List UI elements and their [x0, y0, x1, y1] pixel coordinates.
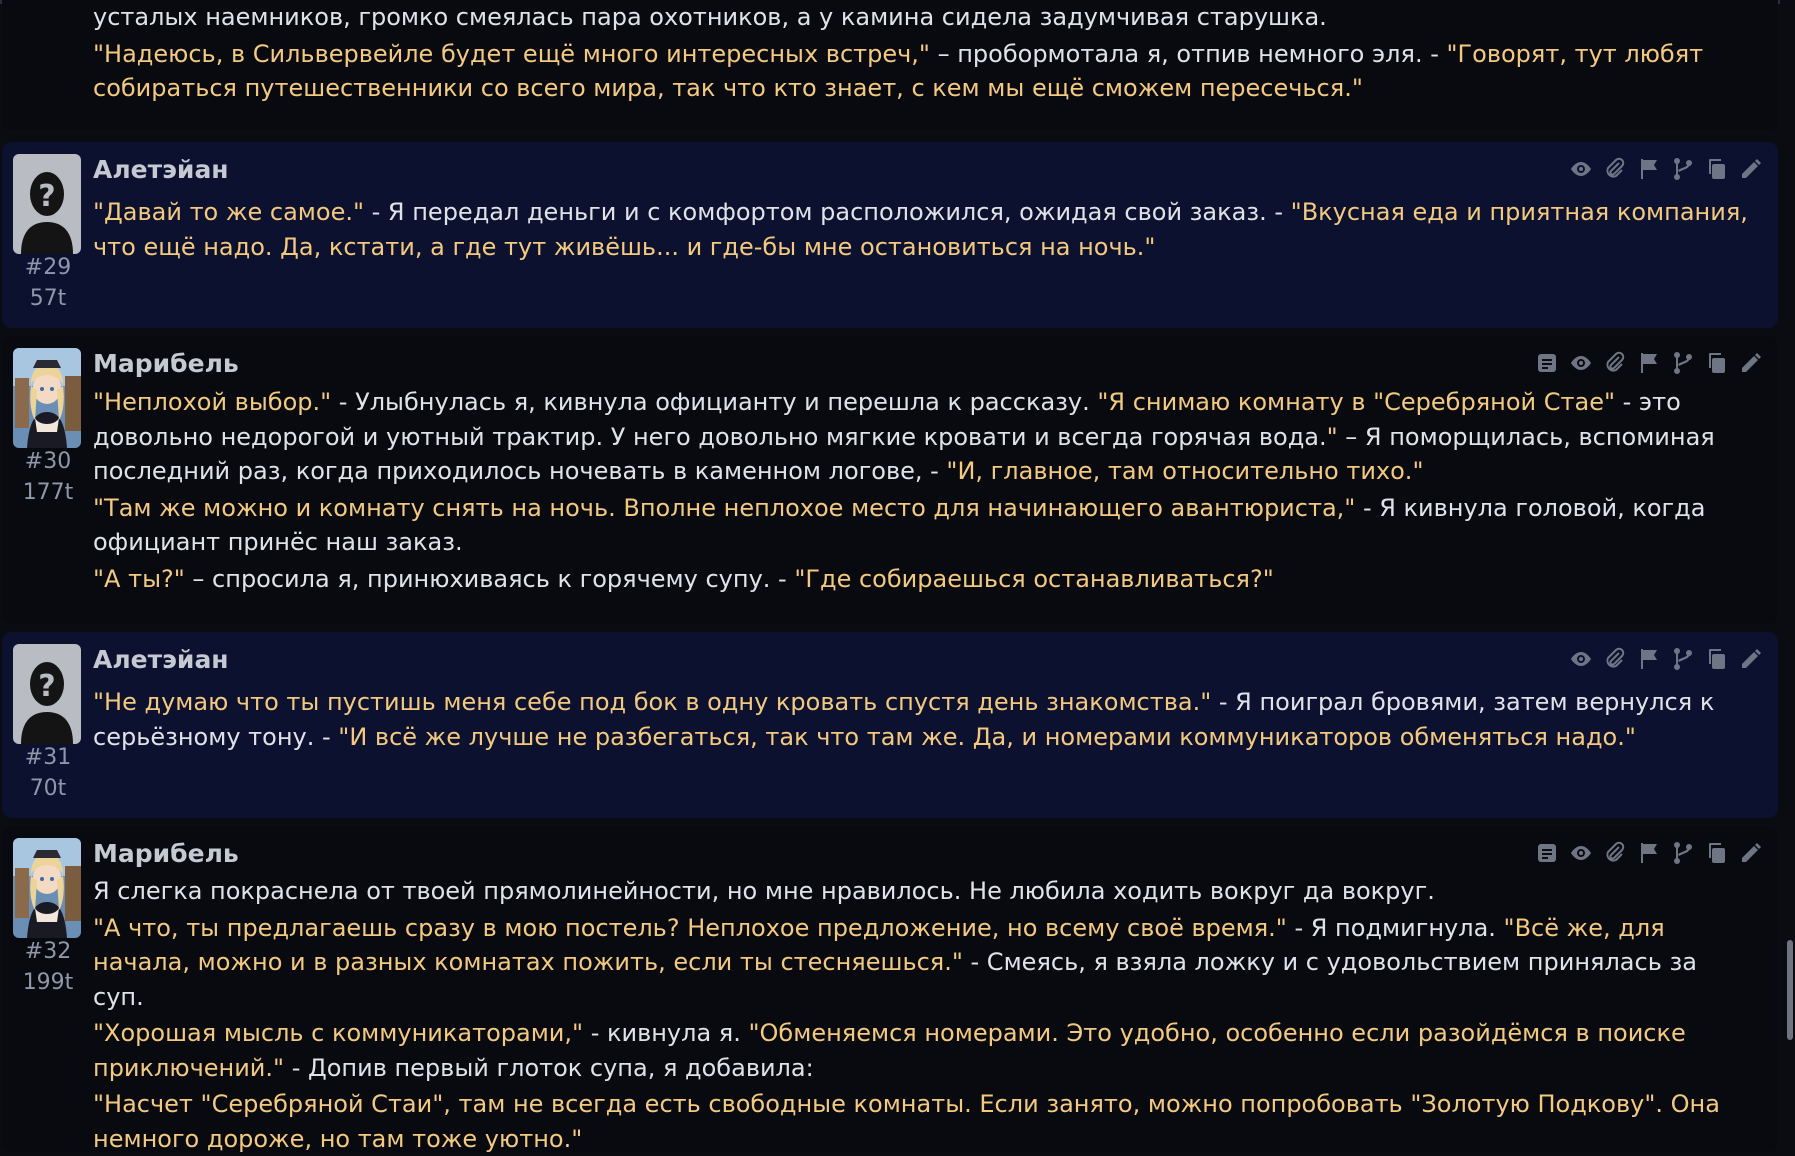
message-number: #29 [24, 255, 72, 280]
dialogue-span: "Давай то же самое." [93, 198, 365, 226]
avatar[interactable] [13, 154, 81, 254]
message-paragraph [93, 385, 1753, 489]
svg-text:?: ? [38, 179, 56, 214]
prompt-icon[interactable] [1534, 840, 1560, 866]
message-paragraph [93, 195, 1753, 264]
avatar[interactable] [13, 838, 81, 938]
paperclip-icon[interactable] [1602, 156, 1628, 182]
eye-icon[interactable] [1568, 350, 1594, 376]
dialogue-span: "Вкусная еда и приятная компания, что ещё надо. Да, кстати, а где тут живёшь... и где-бы мне остановиться на ночь." [93, 198, 1748, 261]
message-paragraph [93, 491, 1753, 560]
narration-span: - Я кивнула головой, когда официант принёс наш заказ. [93, 493, 1706, 556]
narration-span: - Я поиграл бровями, затем вернулся к серьёзному тону. - [93, 688, 1715, 751]
avatar[interactable] [13, 348, 81, 448]
message-text [93, 685, 1753, 756]
dialogue-span: "Я снимаю комнату в "Серебряной Стае" [1097, 388, 1616, 416]
dialogue-span: "И всё же лучше не разбегаться, так что там же. Да, и номерами коммуникаторов обменяться надо." [338, 722, 1636, 751]
message-31 [2, 632, 1778, 818]
token-count: 70t [29, 776, 67, 801]
narration-span: - Улыбнулась я, кивнула официанту и перешла к рассказу. [331, 388, 1098, 416]
silhouette-image [13, 154, 81, 254]
message-paragraph [93, 874, 1753, 909]
character-portrait [13, 348, 81, 448]
eye-icon[interactable] [1568, 840, 1594, 866]
branch-icon[interactable] [1670, 156, 1696, 182]
narration-span: - Я передал деньги и с комфортом расположился, ожидая свой заказ. - [364, 198, 1291, 226]
dialogue-span: "Где собираешься останавливаться?" [794, 564, 1274, 593]
token-count: 177t [22, 480, 74, 505]
token-count: 199t [22, 970, 74, 995]
message-prev [2, 0, 1778, 130]
message-text [93, 0, 1753, 108]
svg-text:?: ? [38, 669, 56, 704]
paperclip-icon[interactable] [1602, 646, 1628, 672]
copy-icon[interactable] [1704, 350, 1730, 376]
narration-span: – Я поморщилась, вспоминая последний раз, когда приходилось ночевать в каменном логове, - [93, 422, 1715, 485]
dialogue-span: "А ты?" [93, 564, 185, 593]
dialogue-span: "Неплохой выбор." [93, 388, 332, 416]
eye-icon[interactable] [1568, 156, 1594, 182]
flag-icon[interactable] [1636, 156, 1662, 182]
message-meta [8, 936, 88, 998]
dialogue-span: "Всё же, для начала, можно и в разных комнатах пожить, если ты стесняешься." [93, 913, 1665, 976]
message-paragraph [93, 37, 1753, 106]
message-number: #32 [24, 939, 72, 964]
dialogue-span: "Там же можно и комнату снять на ночь. Вполне неплохое место для начинающего авантюриста," [93, 493, 1356, 522]
pencil-icon[interactable] [1738, 646, 1764, 672]
paperclip-icon[interactable] [1602, 840, 1628, 866]
narration-span: - Я подмигнула. [1286, 913, 1504, 942]
copy-icon[interactable] [1704, 156, 1730, 182]
sender-name: Марибель [93, 839, 239, 868]
message-number: #30 [24, 449, 72, 474]
scrollbar-thumb[interactable] [1787, 940, 1793, 1040]
sender-name: Марибель [93, 349, 239, 378]
message-number: #31 [24, 745, 72, 770]
narration-span: - Допив первый глоток супа, я добавила: [284, 1053, 814, 1082]
eye-icon[interactable] [1568, 646, 1594, 672]
message-paragraph [93, 562, 1753, 597]
branch-icon[interactable] [1670, 840, 1696, 866]
branch-icon[interactable] [1670, 350, 1696, 376]
narration-span: усталых наемников, громко смеялась пара охотников, а у камина сидела задумчивая старушка. [93, 3, 1327, 31]
message-paragraph [93, 0, 1753, 35]
pencil-icon[interactable] [1738, 350, 1764, 376]
narration-span: – спросила я, принюхиваясь к горячему супу. - [184, 564, 795, 593]
sender-name: Алетэйан [93, 155, 229, 184]
dialogue-span: "И, главное, там относительно тихо." [946, 457, 1424, 485]
message-actions [1568, 156, 1764, 182]
message-paragraph [93, 685, 1753, 754]
prompt-icon[interactable] [1534, 350, 1560, 376]
message-29 [2, 142, 1778, 328]
sender-name: Алетэйан [93, 645, 229, 674]
pencil-icon[interactable] [1738, 840, 1764, 866]
copy-icon[interactable] [1704, 840, 1730, 866]
flag-icon[interactable] [1636, 646, 1662, 672]
copy-icon[interactable] [1704, 646, 1730, 672]
dialogue-span: "Хорошая мысль с коммуникаторами," [93, 1019, 584, 1047]
dialogue-span: "Обменяемся номерами. Это удобно, особенно если разойдёмся в поиске приключений." [93, 1019, 1686, 1082]
branch-icon[interactable] [1670, 646, 1696, 672]
message-30 [2, 336, 1778, 624]
narration-span: - Смеясь, я взяла ложку и с удовольствием принялась за суп. [93, 948, 1697, 1011]
dialogue-span: "А что, ты предлагаешь сразу в мою постель? Неплохое предложение, но всему своё время." [93, 913, 1287, 942]
message-meta [8, 446, 88, 508]
dialogue-span: "Насчет "Серебряной Стаи", там не всегда есть свободные комнаты. Если занято, можно попробовать "Золотую Подкову". Она немного дороже, но там тоже уютно." [93, 1090, 1720, 1153]
narration-span: - кивнула я. [583, 1019, 749, 1047]
message-text [93, 385, 1753, 598]
paperclip-icon[interactable] [1602, 350, 1628, 376]
message-actions [1534, 840, 1764, 866]
flag-icon[interactable] [1636, 350, 1662, 376]
dialogue-span: "Не думаю что ты пустишь меня себе под бок в одну кровать спустя день знакомства." [93, 688, 1212, 716]
message-text [93, 874, 1753, 1156]
message-meta [8, 742, 88, 804]
narration-span: - это довольно недорогой и уютный трактир. У него довольно мягкие кровати и всегда горячая вода. [93, 388, 1681, 451]
message-32 [2, 826, 1778, 1152]
message-actions [1534, 350, 1764, 376]
narration-span: Я слегка покраснела от твоей прямолинейности, но мне нравилось. Не любила ходить вокруг да вокруг. [93, 877, 1435, 905]
narration-span: – пробормотала я, отпив немного эля. - [929, 39, 1447, 68]
message-paragraph [93, 1016, 1753, 1085]
message-actions [1568, 646, 1764, 672]
pencil-icon[interactable] [1738, 156, 1764, 182]
token-count: 57t [29, 286, 67, 311]
character-portrait [13, 838, 81, 938]
avatar[interactable] [13, 644, 81, 744]
silhouette-image [13, 644, 81, 744]
dialogue-span: "Надеюсь, в Сильвервейле будет ещё много интересных встреч," [93, 39, 930, 68]
message-text [93, 195, 1753, 266]
dialogue-span: "Говорят, тут любят собираться путешественники со всего мира, так что кто знает, с кем мы ещё сможем пересечься." [93, 39, 1704, 102]
message-paragraph [93, 911, 1753, 1015]
flag-icon[interactable] [1636, 840, 1662, 866]
dialogue-span: " [1326, 422, 1338, 451]
message-meta [8, 252, 88, 314]
message-paragraph [93, 1087, 1753, 1156]
